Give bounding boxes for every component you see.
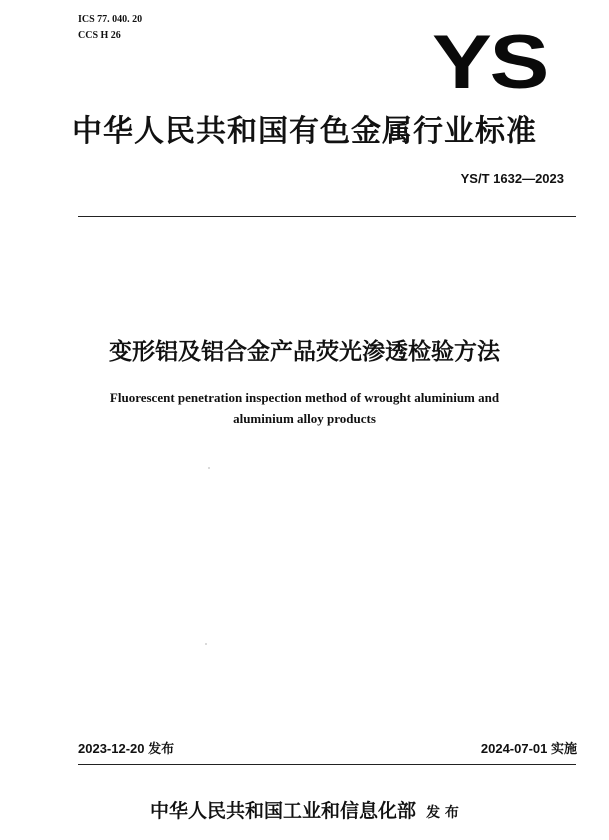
document-title-english-line-2: aluminium alloy products — [233, 411, 376, 426]
scan-speck — [208, 467, 210, 469]
ccs-code: CCS H 26 — [78, 30, 121, 41]
ics-code: ICS 77. 040. 20 — [78, 14, 143, 25]
publish-label: 发 布 — [426, 805, 459, 821]
industry-standard-title: 中华人民共和国有色金属行业标准 — [72, 114, 537, 149]
issue-date: 2023-12-20 发布 — [78, 741, 175, 756]
document-title-chinese: 变形铝及铝合金产品荧光渗透检验方法 — [109, 339, 500, 365]
ys-logo: YS — [432, 20, 547, 105]
bottom-divider — [78, 764, 576, 765]
implementation-date: 2024-07-01 实施 — [480, 741, 577, 756]
document-title-english-line-1: Fluorescent penetration inspection method of wrought aluminium and — [109, 390, 500, 405]
top-divider — [78, 216, 576, 217]
issuing-organization: 中华人民共和国工业和信息化部 — [150, 800, 417, 822]
issuer-line — [0, 797, 609, 827]
scan-speck — [205, 643, 207, 645]
standard-number: YS/T 1632—2023 — [460, 171, 564, 186]
